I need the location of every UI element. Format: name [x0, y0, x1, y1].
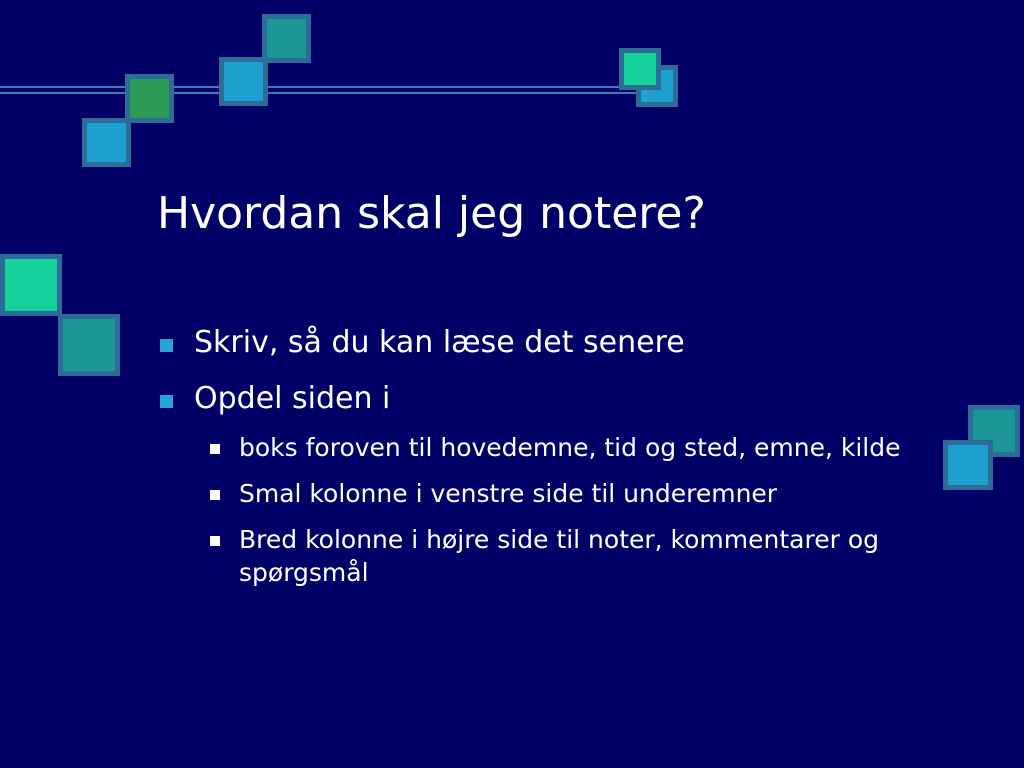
- sub-list-item: [194, 523, 980, 591]
- sub-list-item-text: Smal kolonne i venstre side til underemner: [239, 478, 778, 508]
- square-bullet-icon: [210, 490, 220, 500]
- decor-square: [262, 14, 311, 63]
- slide-title: Hvordan skal jeg notere?: [157, 188, 706, 239]
- list-item-text: Opdel siden i: [194, 380, 391, 416]
- sub-list-item: [194, 477, 980, 511]
- list-item-text: Skriv, så du kan læse det senere: [194, 325, 685, 360]
- decor-square: [125, 74, 174, 123]
- sub-bullet-list: [194, 431, 980, 590]
- decor-line: [0, 86, 640, 88]
- decor-square: [619, 48, 661, 90]
- sub-list-item-text: boks foroven til hovedemne, tid og sted, emne, kilde: [239, 433, 901, 462]
- square-bullet-icon: [160, 339, 173, 352]
- bullet-list: [160, 324, 980, 602]
- decor-line: [0, 92, 640, 94]
- list-item: [160, 380, 980, 591]
- square-bullet-icon: [210, 444, 220, 454]
- square-bullet-icon: [160, 395, 173, 408]
- sub-list-item-text: Bred kolonne i højre side til noter, kommentarer og spørgsmål: [239, 524, 879, 588]
- decor-square: [219, 57, 268, 106]
- decor-square: [82, 118, 131, 167]
- decor-square: [0, 254, 62, 316]
- square-bullet-icon: [210, 536, 220, 546]
- list-item: [160, 324, 980, 362]
- sub-list-item: [194, 431, 980, 465]
- decor-square: [58, 314, 120, 376]
